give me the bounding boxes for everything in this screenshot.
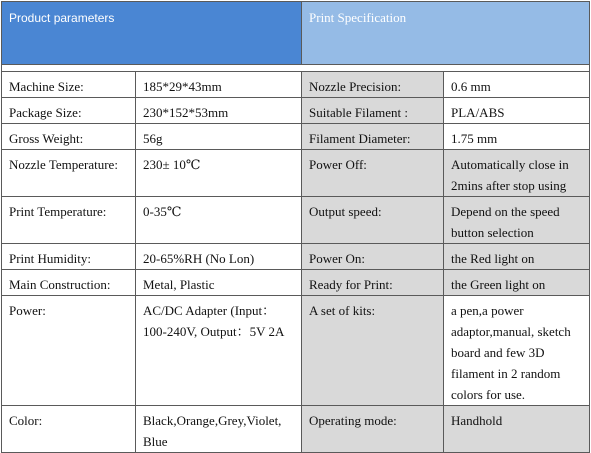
- power-label: Power:: [2, 296, 136, 406]
- product-parameters-header: Product parameters: [2, 2, 302, 65]
- table-row: [2, 244, 590, 270]
- table-row: [2, 197, 590, 244]
- kits-value: a pen,a power adaptor,manual, sketch board and few 3D filament in 2 random colors for use.: [444, 296, 590, 406]
- power-value: AC/DC Adapter (Input：100-240V, Output：5V 2A: [136, 296, 302, 406]
- table-row: [2, 124, 590, 150]
- color-label: Color:: [2, 406, 136, 453]
- color-value: Black,Orange,Grey,Violet, Blue: [136, 406, 302, 453]
- table-row: [2, 270, 590, 296]
- gross-weight-label: Gross Weight:: [2, 124, 136, 150]
- print-temperature-label: Print Temperature:: [2, 197, 136, 244]
- machine-size-value: 185*29*43mm: [136, 72, 302, 98]
- power-off-label: Power Off:: [302, 150, 444, 197]
- package-size-value: 230*152*53mm: [136, 98, 302, 124]
- header-separator: [2, 65, 590, 72]
- nozzle-precision-label: Nozzle Precision:: [302, 72, 444, 98]
- power-on-value: the Red light on: [444, 244, 590, 270]
- operating-mode-value: Handhold: [444, 406, 590, 453]
- table-row: [2, 98, 590, 124]
- package-size-label: Package Size:: [2, 98, 136, 124]
- power-off-value: Automatically close in 2mins after stop using: [444, 150, 590, 197]
- print-humidity-label: Print Humidity:: [2, 244, 136, 270]
- gross-weight-value: 56g: [136, 124, 302, 150]
- suitable-filament-label: Suitable Filament :: [302, 98, 444, 124]
- nozzle-precision-value: 0.6 mm: [444, 72, 590, 98]
- main-construction-label: Main Construction:: [2, 270, 136, 296]
- filament-diameter-value: 1.75 mm: [444, 124, 590, 150]
- filament-diameter-label: Filament Diameter:: [302, 124, 444, 150]
- kits-label: A set of kits:: [302, 296, 444, 406]
- ready-for-print-label: Ready for Print:: [302, 270, 444, 296]
- operating-mode-label: Operating mode:: [302, 406, 444, 453]
- power-on-label: Power On:: [302, 244, 444, 270]
- machine-size-label: Machine Size:: [2, 72, 136, 98]
- output-speed-value: Depend on the speed button selection: [444, 197, 590, 244]
- main-construction-value: Metal, Plastic: [136, 270, 302, 296]
- print-temperature-value: 0-35℃: [136, 197, 302, 244]
- table-row: [2, 296, 590, 406]
- print-specification-header: Print Specification: [302, 2, 590, 65]
- header-row: [2, 2, 590, 65]
- ready-for-print-value: the Green light on: [444, 270, 590, 296]
- output-speed-label: Output speed:: [302, 197, 444, 244]
- table-row: [2, 72, 590, 98]
- suitable-filament-value: PLA/ABS: [444, 98, 590, 124]
- nozzle-temperature-label: Nozzle Temperature:: [2, 150, 136, 197]
- nozzle-temperature-value: 230± 10℃: [136, 150, 302, 197]
- separator-row: [2, 65, 590, 72]
- print-humidity-value: 20-65%RH (No Lon): [136, 244, 302, 270]
- table-row: [2, 406, 590, 453]
- spec-table: [1, 1, 590, 453]
- table-row: [2, 150, 590, 197]
